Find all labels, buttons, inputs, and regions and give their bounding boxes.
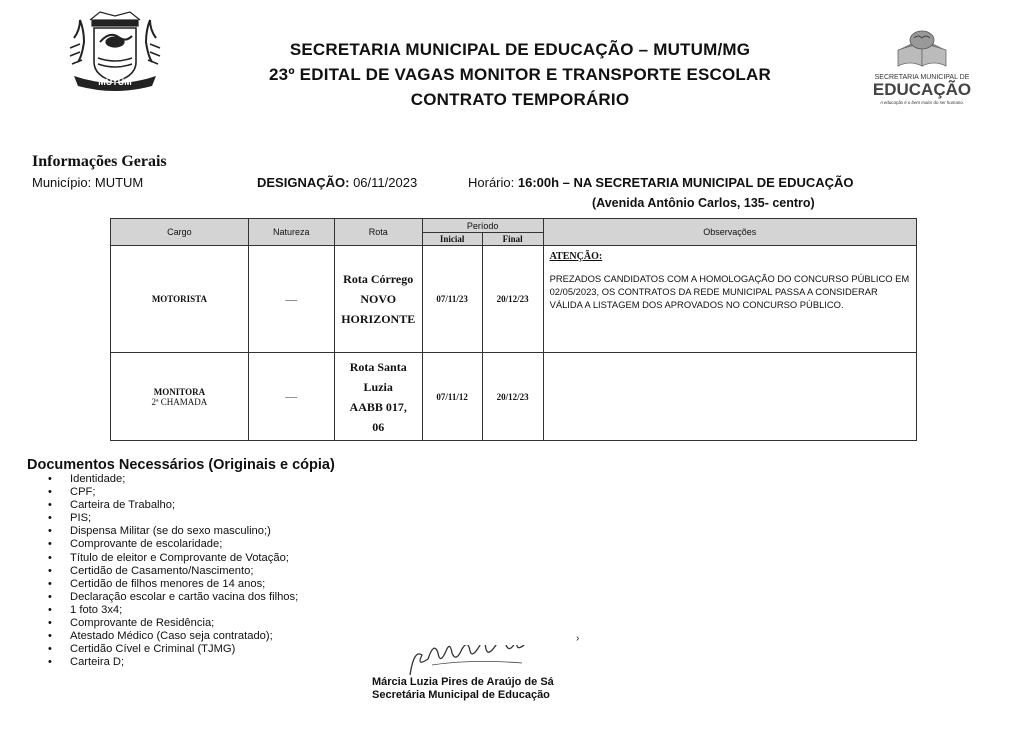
cell-cargo <box>111 353 249 441</box>
logo-main-text: EDUCAÇÃO <box>872 80 972 99</box>
document-list-item: • Comprovante de escolaridade; <box>48 538 298 551</box>
horario-field <box>468 175 854 190</box>
address-text: (Avenida Antônio Carlos, 135- centro) <box>592 196 815 210</box>
document-list-item: • Identidade; <box>48 473 298 486</box>
document-list-item: • Certidão de filhos menores de 14 anos; <box>48 578 298 591</box>
header-natureza: Natureza <box>248 219 334 246</box>
vacancies-table <box>110 218 917 441</box>
header-periodo: Período <box>422 219 543 233</box>
signatory-role: Secretária Municipal de Educação <box>372 689 550 701</box>
table-row <box>111 353 917 441</box>
documents-list <box>48 473 298 669</box>
document-list-item: • 1 foto 3x4; <box>48 604 298 617</box>
table-row <box>111 246 917 353</box>
designacao-field <box>257 175 417 190</box>
logo-top-text: SECRETARIA MUNICIPAL DE <box>874 74 970 81</box>
designacao-label: DESIGNAÇÃO: <box>257 175 350 190</box>
header-final: Final <box>482 233 543 246</box>
cell-natureza: — <box>248 353 334 441</box>
general-info-heading: Informações Gerais <box>32 153 167 170</box>
education-secretariat-logo <box>862 20 982 112</box>
horario-label: Horário: <box>468 175 515 190</box>
document-list-item: • Declaração escolar e cartão vacina dos filhos; <box>48 591 298 604</box>
municipal-crest-logo <box>60 8 170 98</box>
document-list-item: • Atestado Médico (Caso seja contratado); <box>48 630 298 643</box>
cell-inicial: 07/11/12 <box>422 353 482 441</box>
header-cargo: Cargo <box>111 219 249 246</box>
cell-observacoes <box>543 246 916 353</box>
header-rota: Rota <box>334 219 422 246</box>
logo-tagline: A educação é o bem maior do ser humano. <box>879 100 965 105</box>
municipio-field <box>32 175 143 190</box>
cell-final: 20/12/23 <box>482 246 543 353</box>
document-list-item: • Carteira D; <box>48 656 298 669</box>
horario-value: 16:00h – NA SECRETARIA MUNICIPAL DE EDUCAÇÃO <box>517 175 854 190</box>
cell-natureza: — <box>248 246 334 353</box>
header-title-line3: CONTRATO TEMPORÁRIO <box>410 90 630 109</box>
obs-text: PREZADOS CANDIDATOS COM A HOMOLOGAÇÃO DO CONCURSO PÚBLICO EM 02/05/2023, OS CONTRATOS DA REDE MUNICIPAL PASSA A CONSIDERAR VÁLIDA A LISTAGEM DOS APROVADOS NO CONCURSO PÚBLICO. <box>549 273 910 310</box>
signatory-name: Márcia Luzia Pires de Araújo de Sá <box>372 676 554 688</box>
header-title-line2: 23º EDITAL DE VAGAS MONITOR E TRANSPORTE ESCOLAR <box>269 65 771 84</box>
cell-cargo <box>111 246 249 353</box>
header-inicial: Inicial <box>422 233 482 246</box>
cell-final: 20/12/23 <box>482 353 543 441</box>
designacao-value: 06/11/2023 <box>353 175 418 190</box>
document-list-item: • Certidão Cível e Criminal (TJMG) <box>48 643 298 656</box>
documents-heading: Documentos Necessários (Originais e cópia) <box>27 457 335 473</box>
municipio-value: MUTUM <box>94 175 144 190</box>
document-list-item: • Carteira de Trabalho; <box>48 499 298 512</box>
document-list-item: • Dispensa Militar (se do sexo masculino;) <box>48 525 298 538</box>
header-observacoes: Observações <box>543 219 916 246</box>
crest-text: MUTUM <box>98 77 132 87</box>
cargo-line1: MOTORISTA <box>151 294 207 304</box>
stray-mark: › <box>576 633 580 644</box>
obs-attention-title: ATENÇÃO: <box>549 251 603 262</box>
cargo-line1: MONITORA <box>153 386 206 397</box>
cell-rota: Rota Santa Luzia AABB 017, 06 <box>334 353 422 441</box>
document-list-item: • Título de eleitor e Comprovante de Votação; <box>48 552 298 565</box>
cell-observacoes <box>543 353 916 441</box>
document-list-item: • Certidão de Casamento/Nascimento; <box>48 565 298 578</box>
municipio-label: Município: <box>32 175 92 190</box>
cargo-line2: 2ª CHAMADA <box>151 396 208 407</box>
document-list-item: • Comprovante de Residência; <box>48 617 298 630</box>
document-list-item: • CPF; <box>48 486 298 499</box>
document-list-item: • PIS; <box>48 512 298 525</box>
cell-inicial: 07/11/23 <box>422 246 482 353</box>
cell-rota: Rota Córrego NOVO HORIZONTE <box>334 246 422 353</box>
header-title-line1: SECRETARIA MUNICIPAL DE EDUCAÇÃO – MUTUM/MG <box>289 40 751 59</box>
